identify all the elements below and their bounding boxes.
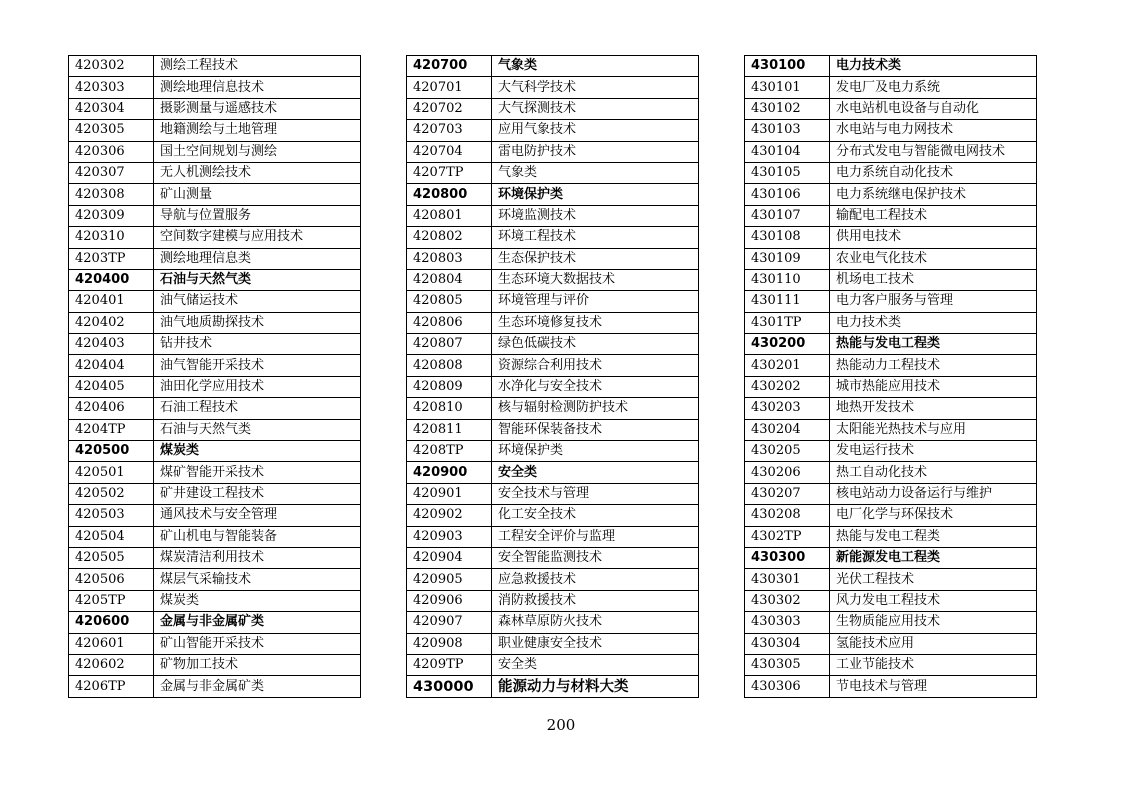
major-name: 测绘地理信息类 [154, 248, 361, 269]
major-code: 420700 [407, 56, 492, 77]
major-code: 430205 [745, 441, 830, 462]
major-code: 420602 [69, 654, 154, 675]
major-code: 420500 [69, 441, 154, 462]
category-row [69, 441, 361, 462]
major-name: 电力客户服务与管理 [830, 291, 1037, 312]
major-code: 420310 [69, 227, 154, 248]
major-code: 420309 [69, 205, 154, 226]
table-row [69, 419, 361, 440]
major-code: 420501 [69, 462, 154, 483]
major-name: 电力技术类 [830, 56, 1037, 77]
major-name: 生物质能应用技术 [830, 612, 1037, 633]
major-name: 煤矿智能开采技术 [154, 462, 361, 483]
major-name: 油气智能开采技术 [154, 355, 361, 376]
major-name: 绿色低碳技术 [492, 334, 699, 355]
major-name: 工业节能技术 [830, 654, 1037, 675]
major-name: 测绘工程技术 [154, 56, 361, 77]
major-name: 节电技术与管理 [830, 676, 1037, 697]
major-name: 光伏工程技术 [830, 569, 1037, 590]
major-name: 生态环境大数据技术 [492, 269, 699, 290]
table-row [407, 633, 699, 654]
major-code: 420811 [407, 419, 492, 440]
major-code: 430201 [745, 355, 830, 376]
major-code: 420504 [69, 526, 154, 547]
table-row [69, 77, 361, 98]
table-row [745, 77, 1037, 98]
major-code: 420803 [407, 248, 492, 269]
major-code: 420505 [69, 547, 154, 568]
major-name: 大气探测技术 [492, 98, 699, 119]
major-name: 煤炭清洁利用技术 [154, 547, 361, 568]
table-row [407, 77, 699, 98]
category-row [407, 184, 699, 205]
table-row [745, 312, 1037, 333]
major-code: 420308 [69, 184, 154, 205]
table-row [745, 141, 1037, 162]
major-name: 新能源发电工程类 [830, 547, 1037, 568]
major-name: 通风技术与安全管理 [154, 505, 361, 526]
major-code: 430111 [745, 291, 830, 312]
major-name: 金属与非金属矿类 [154, 676, 361, 697]
table-row [69, 56, 361, 77]
major-name: 职业健康安全技术 [492, 633, 699, 654]
major-code: 430109 [745, 248, 830, 269]
major-code: 430202 [745, 376, 830, 397]
table-row [69, 162, 361, 183]
major-name: 资源综合利用技术 [492, 355, 699, 376]
table-row [407, 248, 699, 269]
major-code: 420506 [69, 569, 154, 590]
major-code: 420800 [407, 184, 492, 205]
major-name: 安全类 [492, 462, 699, 483]
major-name: 工程安全评价与监理 [492, 526, 699, 547]
category-row [407, 462, 699, 483]
table-row [407, 483, 699, 504]
major-name: 煤层气采输技术 [154, 569, 361, 590]
major-code: 430100 [745, 56, 830, 77]
major-code: 430200 [745, 334, 830, 355]
table-row [745, 483, 1037, 504]
major-code: 420902 [407, 505, 492, 526]
table-row [745, 676, 1037, 697]
major-code: 420406 [69, 398, 154, 419]
table-row [407, 590, 699, 611]
major-name: 城市热能应用技术 [830, 376, 1037, 397]
major-code: 430105 [745, 162, 830, 183]
table-row [745, 291, 1037, 312]
major-code: 4204TP [69, 419, 154, 440]
major-code: 420908 [407, 633, 492, 654]
major-code: 4205TP [69, 590, 154, 611]
major-code: 4206TP [69, 676, 154, 697]
major-code: 430106 [745, 184, 830, 205]
major-name: 热能动力工程技术 [830, 355, 1037, 376]
major-table-column-1 [68, 55, 361, 698]
major-name: 大气科学技术 [492, 77, 699, 98]
table-row [69, 184, 361, 205]
major-name: 安全技术与管理 [492, 483, 699, 504]
major-name: 热能与发电工程类 [830, 526, 1037, 547]
table-row [69, 248, 361, 269]
major-name: 生态保护技术 [492, 248, 699, 269]
major-name: 电力系统继电保护技术 [830, 184, 1037, 205]
table-row [69, 120, 361, 141]
major-code: 420701 [407, 77, 492, 98]
major-name: 输配电工程技术 [830, 205, 1037, 226]
major-code: 430110 [745, 269, 830, 290]
major-code: 430000 [407, 676, 492, 697]
major-name: 太阳能光热技术与应用 [830, 419, 1037, 440]
major-code: 420809 [407, 376, 492, 397]
major-name: 生态环境修复技术 [492, 312, 699, 333]
table-row [407, 120, 699, 141]
major-name: 水净化与安全技术 [492, 376, 699, 397]
table-row [407, 376, 699, 397]
major-name: 国土空间规划与测绘 [154, 141, 361, 162]
major-code: 430208 [745, 505, 830, 526]
major-code: 420305 [69, 120, 154, 141]
table-row [407, 162, 699, 183]
major-name: 环境管理与评价 [492, 291, 699, 312]
table-row [745, 419, 1037, 440]
major-name: 气象类 [492, 162, 699, 183]
major-code: 430304 [745, 633, 830, 654]
table-row [407, 141, 699, 162]
major-code: 420307 [69, 162, 154, 183]
major-name: 气象类 [492, 56, 699, 77]
major-code: 420703 [407, 120, 492, 141]
major-code: 420306 [69, 141, 154, 162]
table-row [69, 376, 361, 397]
major-name: 金属与非金属矿类 [154, 612, 361, 633]
table-row [69, 141, 361, 162]
table-row [69, 526, 361, 547]
major-code: 420804 [407, 269, 492, 290]
major-code: 420400 [69, 269, 154, 290]
major-name: 测绘地理信息技术 [154, 77, 361, 98]
major-name: 油气地质勘探技术 [154, 312, 361, 333]
table-row [745, 248, 1037, 269]
major-name: 化工安全技术 [492, 505, 699, 526]
major-name: 电力系统自动化技术 [830, 162, 1037, 183]
major-name: 油气储运技术 [154, 291, 361, 312]
major-name: 空间数字建模与应用技术 [154, 227, 361, 248]
major-name: 矿山智能开采技术 [154, 633, 361, 654]
major-name: 核电站动力设备运行与维护 [830, 483, 1037, 504]
major-name: 机场电工技术 [830, 269, 1037, 290]
table-row [69, 227, 361, 248]
table-row [745, 162, 1037, 183]
major-code: 4301TP [745, 312, 830, 333]
table-row [745, 569, 1037, 590]
table-row [745, 376, 1037, 397]
major-table-column-3 [744, 55, 1037, 698]
major-code: 4207TP [407, 162, 492, 183]
table-row [745, 633, 1037, 654]
table-row [745, 184, 1037, 205]
table-row [745, 120, 1037, 141]
major-name: 石油与天然气类 [154, 419, 361, 440]
major-name: 石油与天然气类 [154, 269, 361, 290]
major-code: 420601 [69, 633, 154, 654]
major-name: 分布式发电与智能微电网技术 [830, 141, 1037, 162]
major-name: 水电站与电力网技术 [830, 120, 1037, 141]
table-row [69, 590, 361, 611]
major-code: 430108 [745, 227, 830, 248]
major-code: 4208TP [407, 441, 492, 462]
major-name: 石油工程技术 [154, 398, 361, 419]
major-code: 420502 [69, 483, 154, 504]
major-code: 4209TP [407, 654, 492, 675]
major-code: 420404 [69, 355, 154, 376]
major-name: 风力发电工程技术 [830, 590, 1037, 611]
major-code: 420702 [407, 98, 492, 119]
major-code: 430301 [745, 569, 830, 590]
table-row [407, 291, 699, 312]
table-row [407, 441, 699, 462]
major-name: 热能与发电工程类 [830, 334, 1037, 355]
major-code: 430305 [745, 654, 830, 675]
major-name: 环境保护类 [492, 441, 699, 462]
table-row [745, 526, 1037, 547]
major-name: 核与辐射检测防护技术 [492, 398, 699, 419]
table-row [407, 526, 699, 547]
table-row [69, 98, 361, 119]
table-row [69, 676, 361, 697]
category-row [69, 612, 361, 633]
major-code: 4203TP [69, 248, 154, 269]
table-row [69, 398, 361, 419]
table-row [407, 334, 699, 355]
major-code: 430102 [745, 98, 830, 119]
major-code: 420903 [407, 526, 492, 547]
major-name: 环境监测技术 [492, 205, 699, 226]
table-row [69, 483, 361, 504]
major-code: 420904 [407, 547, 492, 568]
major-code: 430204 [745, 419, 830, 440]
major-code: 420808 [407, 355, 492, 376]
major-code: 420600 [69, 612, 154, 633]
major-name: 矿山测量 [154, 184, 361, 205]
table-row [407, 98, 699, 119]
major-code: 420901 [407, 483, 492, 504]
table-row [69, 205, 361, 226]
major-table-column-2 [406, 55, 699, 698]
table-row [69, 312, 361, 333]
table-row [407, 547, 699, 568]
major-name: 应急救援技术 [492, 569, 699, 590]
table-row [69, 334, 361, 355]
table-row [69, 291, 361, 312]
major-name: 摄影测量与遥感技术 [154, 98, 361, 119]
major-code: 420402 [69, 312, 154, 333]
major-name: 环境工程技术 [492, 227, 699, 248]
table-row [407, 398, 699, 419]
table-row [69, 654, 361, 675]
table-row [745, 654, 1037, 675]
major-code: 4302TP [745, 526, 830, 547]
major-name: 油田化学应用技术 [154, 376, 361, 397]
major-name: 矿山机电与智能装备 [154, 526, 361, 547]
major-code: 420907 [407, 612, 492, 633]
major-name: 电厂化学与环保技术 [830, 505, 1037, 526]
table-row [69, 569, 361, 590]
category-row [407, 56, 699, 77]
major-code: 430101 [745, 77, 830, 98]
major-name: 农业电气化技术 [830, 248, 1037, 269]
major-name: 地籍测绘与土地管理 [154, 120, 361, 141]
table-row [407, 227, 699, 248]
major-name: 安全智能监测技术 [492, 547, 699, 568]
table-row [407, 205, 699, 226]
table-row [69, 633, 361, 654]
major-code: 430207 [745, 483, 830, 504]
major-code: 420805 [407, 291, 492, 312]
table-row [407, 419, 699, 440]
major-name: 矿井建设工程技术 [154, 483, 361, 504]
major-name: 钻井技术 [154, 334, 361, 355]
major-code: 430303 [745, 612, 830, 633]
category-row [407, 676, 699, 697]
table-row [69, 505, 361, 526]
major-name: 氢能技术应用 [830, 633, 1037, 654]
table-row [69, 355, 361, 376]
major-code: 430206 [745, 462, 830, 483]
table-row [745, 441, 1037, 462]
major-name: 煤炭类 [154, 590, 361, 611]
major-code: 420401 [69, 291, 154, 312]
major-code: 420905 [407, 569, 492, 590]
major-code: 420801 [407, 205, 492, 226]
major-code: 420405 [69, 376, 154, 397]
major-name: 安全类 [492, 654, 699, 675]
table-row [745, 98, 1037, 119]
major-code: 420503 [69, 505, 154, 526]
major-code: 420802 [407, 227, 492, 248]
table-row [745, 612, 1037, 633]
table-row [407, 612, 699, 633]
table-row [69, 462, 361, 483]
major-code: 430104 [745, 141, 830, 162]
major-code: 430103 [745, 120, 830, 141]
major-code: 430306 [745, 676, 830, 697]
major-code: 420900 [407, 462, 492, 483]
major-code: 420303 [69, 77, 154, 98]
major-name: 地热开发技术 [830, 398, 1037, 419]
page-number: 200 [546, 716, 576, 734]
major-code: 420704 [407, 141, 492, 162]
major-name: 能源动力与材料大类 [492, 676, 699, 697]
major-code: 420906 [407, 590, 492, 611]
category-row [745, 56, 1037, 77]
major-name: 热工自动化技术 [830, 462, 1037, 483]
table-row [745, 355, 1037, 376]
major-name: 水电站机电设备与自动化 [830, 98, 1037, 119]
table-row [745, 227, 1037, 248]
major-name: 智能环保装备技术 [492, 419, 699, 440]
major-name: 煤炭类 [154, 441, 361, 462]
table-row [407, 505, 699, 526]
table-row [407, 312, 699, 333]
major-name: 导航与位置服务 [154, 205, 361, 226]
category-row [745, 547, 1037, 568]
major-code: 430300 [745, 547, 830, 568]
major-name: 环境保护类 [492, 184, 699, 205]
major-name: 森林草原防火技术 [492, 612, 699, 633]
major-name: 矿物加工技术 [154, 654, 361, 675]
category-row [745, 334, 1037, 355]
major-name: 雷电防护技术 [492, 141, 699, 162]
major-name: 供用电技术 [830, 227, 1037, 248]
major-code: 430302 [745, 590, 830, 611]
major-code: 420302 [69, 56, 154, 77]
major-name: 发电厂及电力系统 [830, 77, 1037, 98]
major-name: 无人机测绘技术 [154, 162, 361, 183]
table-row [745, 398, 1037, 419]
major-code: 420403 [69, 334, 154, 355]
table-row [407, 569, 699, 590]
major-code: 420806 [407, 312, 492, 333]
table-row [745, 462, 1037, 483]
table-row [407, 355, 699, 376]
major-name: 消防救援技术 [492, 590, 699, 611]
major-name: 电力技术类 [830, 312, 1037, 333]
table-row [745, 505, 1037, 526]
category-row [69, 269, 361, 290]
major-name: 应用气象技术 [492, 120, 699, 141]
table-row [407, 654, 699, 675]
major-code: 430203 [745, 398, 830, 419]
table-row [745, 590, 1037, 611]
table-row [745, 269, 1037, 290]
major-code: 420304 [69, 98, 154, 119]
major-code: 420807 [407, 334, 492, 355]
table-row [745, 205, 1037, 226]
table-row [69, 547, 361, 568]
major-code: 420810 [407, 398, 492, 419]
table-row [407, 269, 699, 290]
major-code: 430107 [745, 205, 830, 226]
major-name: 发电运行技术 [830, 441, 1037, 462]
